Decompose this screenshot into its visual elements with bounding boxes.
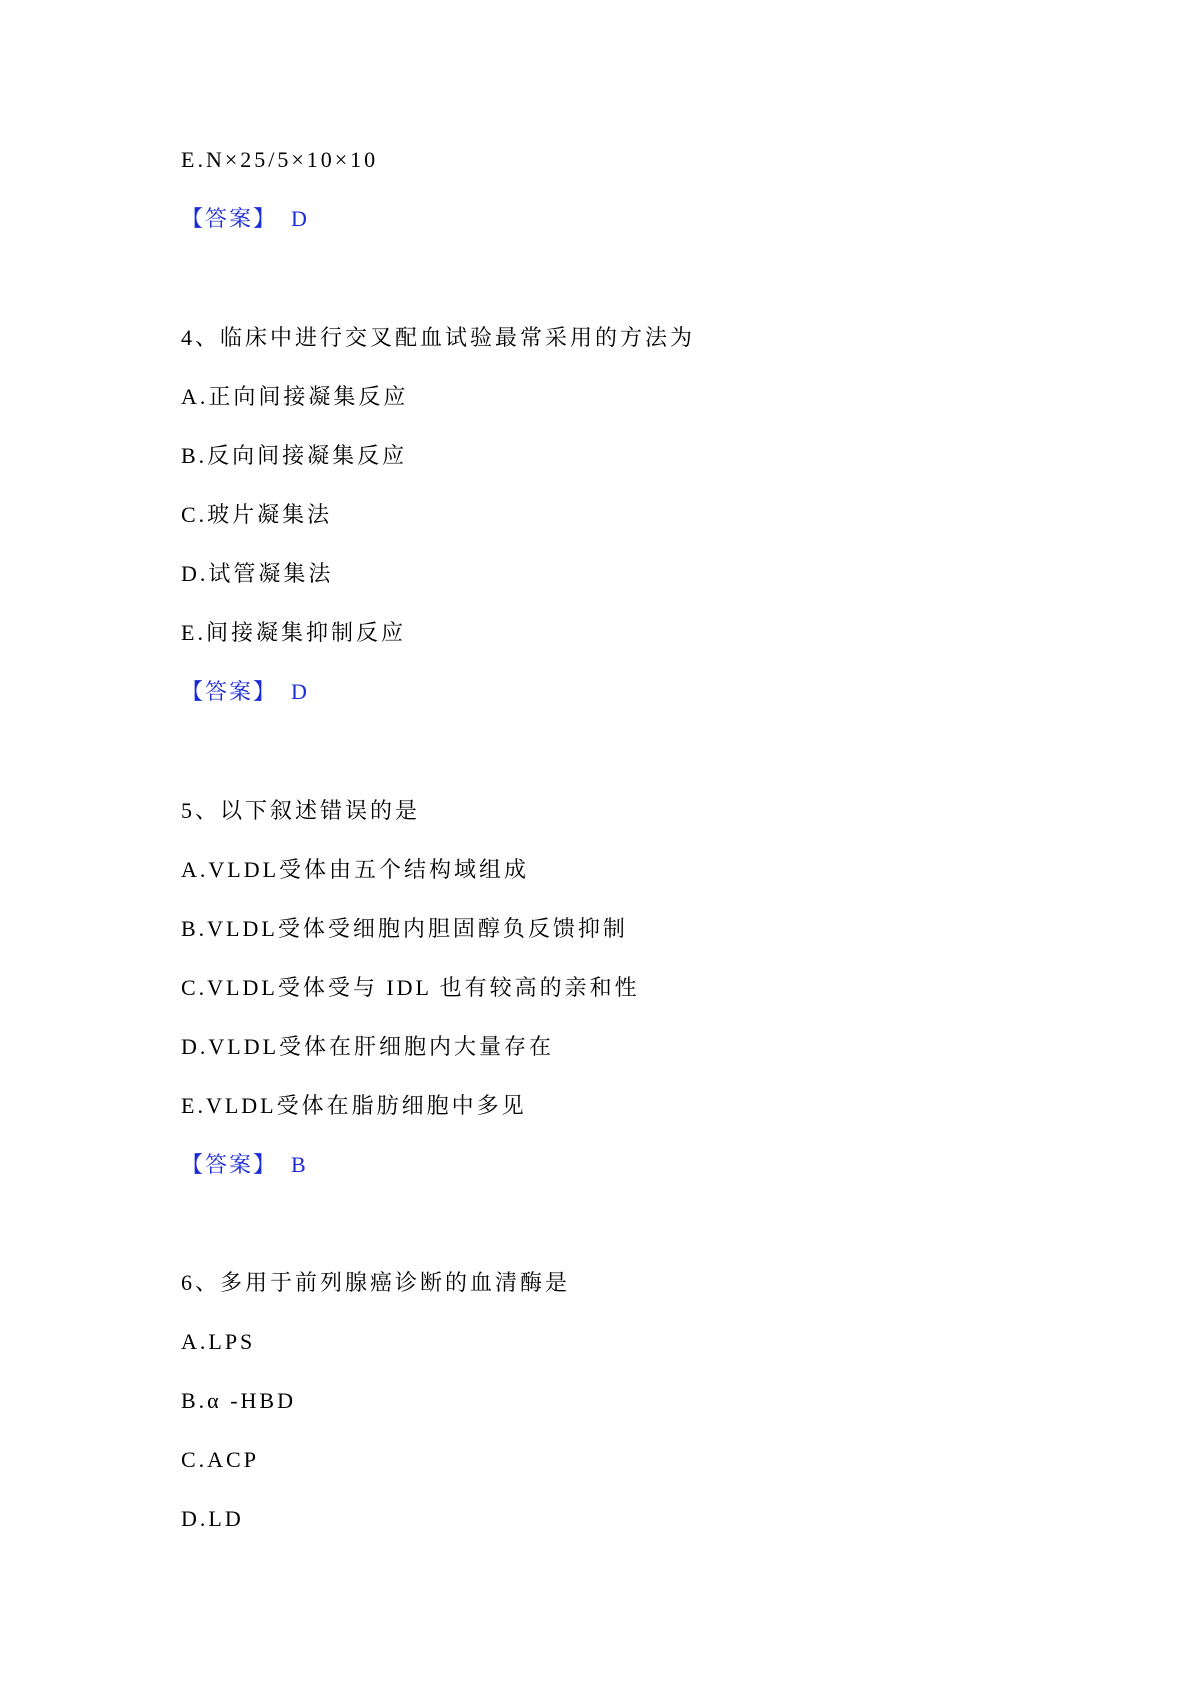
answer-label: 【答案】 bbox=[181, 679, 278, 704]
option-e: E.N×25/5×10×10 bbox=[181, 147, 379, 172]
answer-line bbox=[181, 677, 307, 707]
question-6: 6、多用于前列腺癌诊断的血清酶是 bbox=[181, 1270, 571, 1295]
option-c: C.ACP bbox=[181, 1447, 259, 1472]
answer-label: 【答案】 bbox=[181, 206, 278, 231]
option-a: A.VLDL受体由五个结构域组成 bbox=[181, 857, 530, 882]
answer-label: 【答案】 bbox=[181, 1152, 278, 1177]
question-4: 4、临床中进行交叉配血试验最常采用的方法为 bbox=[181, 325, 696, 350]
option-a: A.正向间接凝集反应 bbox=[181, 384, 409, 409]
option-d: D.试管凝集法 bbox=[181, 561, 334, 586]
option-b: B.反向间接凝集反应 bbox=[181, 443, 408, 468]
option-d: D.VLDL受体在肝细胞内大量存在 bbox=[181, 1034, 555, 1059]
option-d: D.LD bbox=[181, 1506, 244, 1531]
option-c: C.VLDL受体受与 IDL 也有较高的亲和性 bbox=[181, 975, 640, 1000]
option-e: E.VLDL受体在脂肪细胞中多见 bbox=[181, 1093, 527, 1118]
option-a: A.LPS bbox=[181, 1329, 256, 1354]
question-5: 5、以下叙述错误的是 bbox=[181, 798, 421, 823]
answer-line bbox=[181, 1150, 306, 1180]
option-b: B.VLDL受体受细胞内胆固醇负反馈抑制 bbox=[181, 916, 628, 941]
option-c: C.玻片凝集法 bbox=[181, 502, 333, 527]
answer-value: D bbox=[291, 679, 307, 704]
answer-line bbox=[181, 204, 307, 234]
answer-value: D bbox=[291, 206, 307, 231]
option-b: B.α -HBD bbox=[181, 1388, 296, 1413]
option-e: E.间接凝集抑制反应 bbox=[181, 620, 406, 645]
answer-value: B bbox=[291, 1152, 306, 1177]
